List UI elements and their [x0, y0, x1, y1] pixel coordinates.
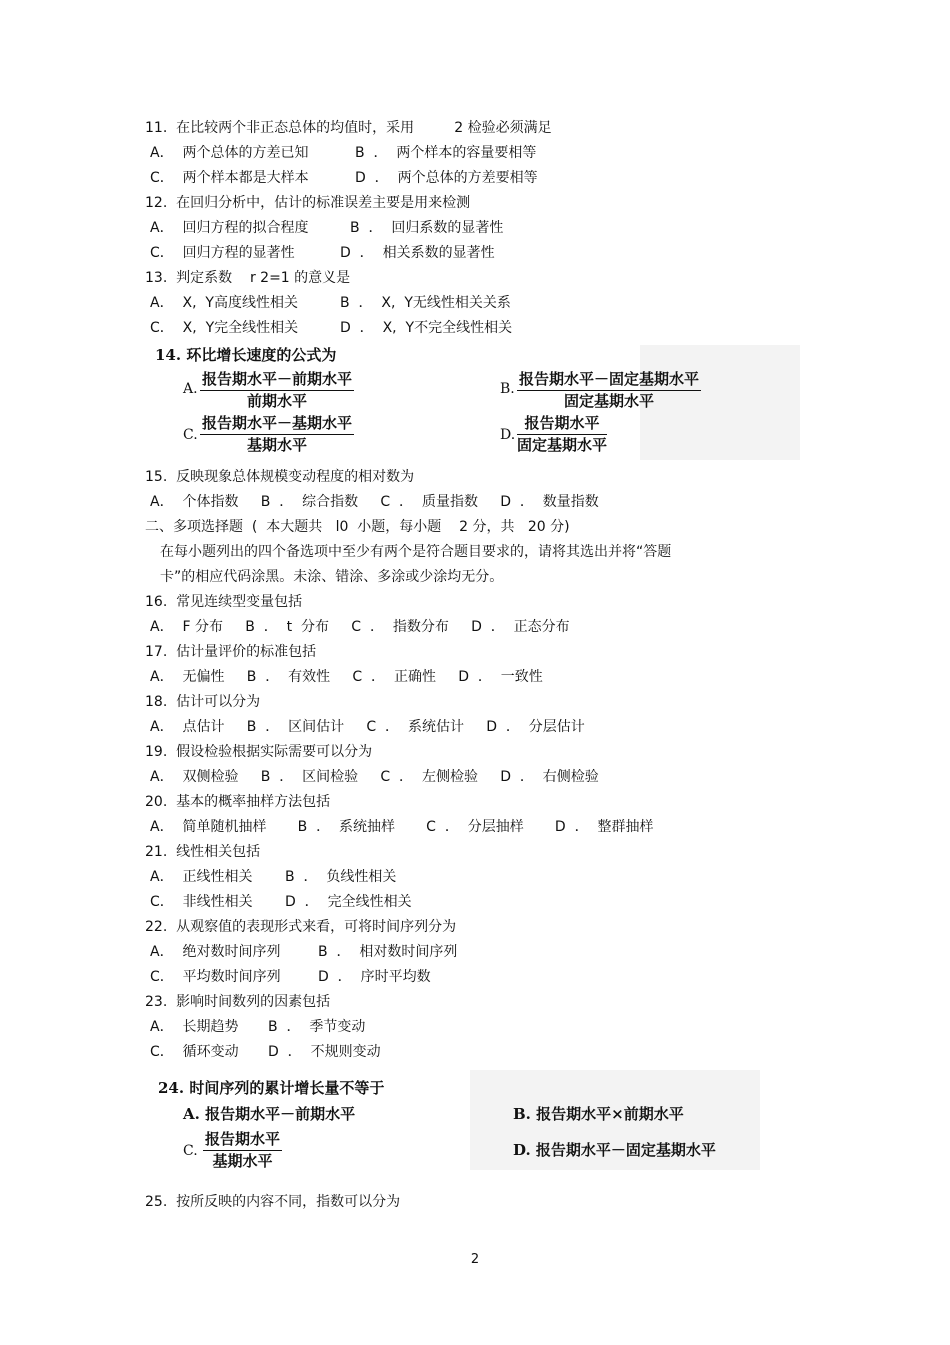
q11-option-b: B ． 两个样本的容量要相等	[355, 145, 537, 161]
q25-stem: 25. 按所反映的内容不同，指数可以分为	[145, 1194, 401, 1210]
q24-option-a: A. 报告期水平－前期水平	[183, 1105, 356, 1123]
q20-stem: 20. 基本的概率抽样方法包括	[145, 794, 331, 810]
q14-option-c-denominator: 基期水平	[247, 436, 308, 454]
q14-option-b-letter: B.	[500, 381, 515, 397]
q20-options: A． 简单随机抽样 B ． 系统抽样 C ． 分层抽样 D ． 整群抽样	[150, 819, 654, 835]
q22-option-c: C． 平均数时间序列	[150, 969, 281, 985]
q13-option-a: A． X, Y高度线性相关	[150, 295, 298, 311]
page-number: 2	[470, 1252, 480, 1267]
q13-option-d: D ． X, Y不完全线性相关	[340, 320, 513, 336]
q14-option-a-letter: A.	[183, 381, 198, 397]
q13-option-c: C． X, Y完全线性相关	[150, 320, 299, 336]
q14-stem: 14. 环比增长速度的公式为	[155, 346, 337, 364]
q23-option-d: D ． 不规则变动	[268, 1044, 381, 1060]
q14-option-c-numerator: 报告期水平－基期水平	[200, 414, 354, 435]
q15-stem: 15. 反映现象总体规模变动程度的相对数为	[145, 469, 415, 485]
q14-option-b-fraction	[517, 370, 701, 411]
q21-option-d: D ． 完全线性相关	[285, 894, 412, 910]
q14-option-a-denominator: 前期水平	[247, 392, 308, 410]
q14-option-d-numerator: 报告期水平	[517, 414, 607, 435]
section2-instruction-line1: 在每小题列出的四个备选项中至少有两个是符合题目要求的，请将其选出并将“答题	[160, 544, 672, 560]
q14-option-b-denominator: 固定基期水平	[564, 392, 655, 410]
q18-options: A． 点估计 B ． 区间估计 C ． 系统估计 D ． 分层估计	[150, 719, 585, 735]
q14-option-a-fraction	[200, 370, 354, 411]
q11-stem: 11. 在比较两个非正态总体的均值时，采用 2 检验必须满足	[145, 120, 552, 136]
q24-stem: 24. 时间序列的累计增长量不等于	[158, 1079, 385, 1097]
q17-stem: 17. 估计量评价的标准包括	[145, 644, 317, 660]
q21-option-c: C． 非线性相关	[150, 894, 253, 910]
q24-option-c-fraction	[203, 1130, 282, 1171]
q12-option-d: D ． 相关系数的显著性	[340, 245, 495, 261]
q18-stem: 18. 估计可以分为	[145, 694, 261, 710]
q11-option-d: D ． 两个总体的方差要相等	[355, 170, 538, 186]
q14-option-d-letter: D.	[500, 427, 516, 443]
q21-option-a: A． 正线性相关	[150, 869, 253, 885]
q24-option-c-denominator: 基期水平	[212, 1152, 273, 1170]
q23-option-c: C． 循环变动	[150, 1044, 239, 1060]
q24-option-c-numerator: 报告期水平	[203, 1130, 282, 1151]
q22-option-a: A． 绝对数时间序列	[150, 944, 281, 960]
q24-option-d: D. 报告期水平－固定基期水平	[513, 1141, 716, 1159]
q22-stem: 22. 从观察值的表现形式来看，可将时间序列分为	[145, 919, 457, 935]
section2-title: 二、多项选择题 ( 本大题共 l0 小题，每小题 2 分，共 20 分)	[145, 519, 570, 535]
q12-option-b: B ． 回归系数的显著性	[350, 220, 504, 236]
q11-option-c: C． 两个样本都是大样本	[150, 170, 309, 186]
q12-option-c: C． 回归方程的显著性	[150, 245, 295, 261]
q14-option-d-fraction	[517, 414, 607, 455]
q22-option-d: D ． 序时平均数	[318, 969, 431, 985]
q12-stem: 12. 在回归分析中，估计的标准误差主要是用来检测	[145, 195, 471, 211]
q14-option-c-fraction	[200, 414, 354, 455]
q11-option-a: A． 两个总体的方差已知	[150, 145, 309, 161]
q22-option-b: B ． 相对数时间序列	[318, 944, 458, 960]
q12-option-a: A． 回归方程的拟合程度	[150, 220, 309, 236]
q24-option-b: B. 报告期水平×前期水平	[513, 1105, 684, 1123]
q23-option-a: A． 长期趋势	[150, 1019, 239, 1035]
q14-option-c-letter: C.	[183, 427, 198, 443]
q14-option-a-numerator: 报告期水平－前期水平	[200, 370, 354, 391]
q16-stem: 16. 常见连续型变量包括	[145, 594, 303, 610]
q24-option-c-letter: C.	[183, 1143, 198, 1159]
q21-option-b: B ． 负线性相关	[285, 869, 397, 885]
q14-option-b-numerator: 报告期水平－固定基期水平	[517, 370, 701, 391]
q13-option-b: B ． X, Y无线性相关关系	[340, 295, 511, 311]
q16-options: A． F 分布 B ． t 分布 C ． 指数分布 D ． 正态分布	[150, 619, 570, 635]
q23-option-b: B ． 季节变动	[268, 1019, 366, 1035]
q17-options: A． 无偏性 B ． 有效性 C ． 正确性 D ． 一致性	[150, 669, 543, 685]
q23-stem: 23. 影响时间数列的因素包括	[145, 994, 331, 1010]
q19-options: A． 双侧检验 B ． 区间检验 C ． 左侧检验 D ． 右侧检验	[150, 769, 599, 785]
q13-stem: 13. 判定系数 r 2=1 的意义是	[145, 270, 351, 286]
q14-option-d-denominator: 固定基期水平	[517, 436, 608, 454]
q15-options: A． 个体指数 B ． 综合指数 C ． 质量指数 D ． 数量指数	[150, 494, 599, 510]
q19-stem: 19. 假设检验根据实际需要可以分为	[145, 744, 373, 760]
q21-stem: 21. 线性相关包括	[145, 844, 261, 860]
section2-instruction-line2: 卡”的相应代码涂黑。未涂、错涂、多涂或少涂均无分。	[160, 569, 504, 585]
